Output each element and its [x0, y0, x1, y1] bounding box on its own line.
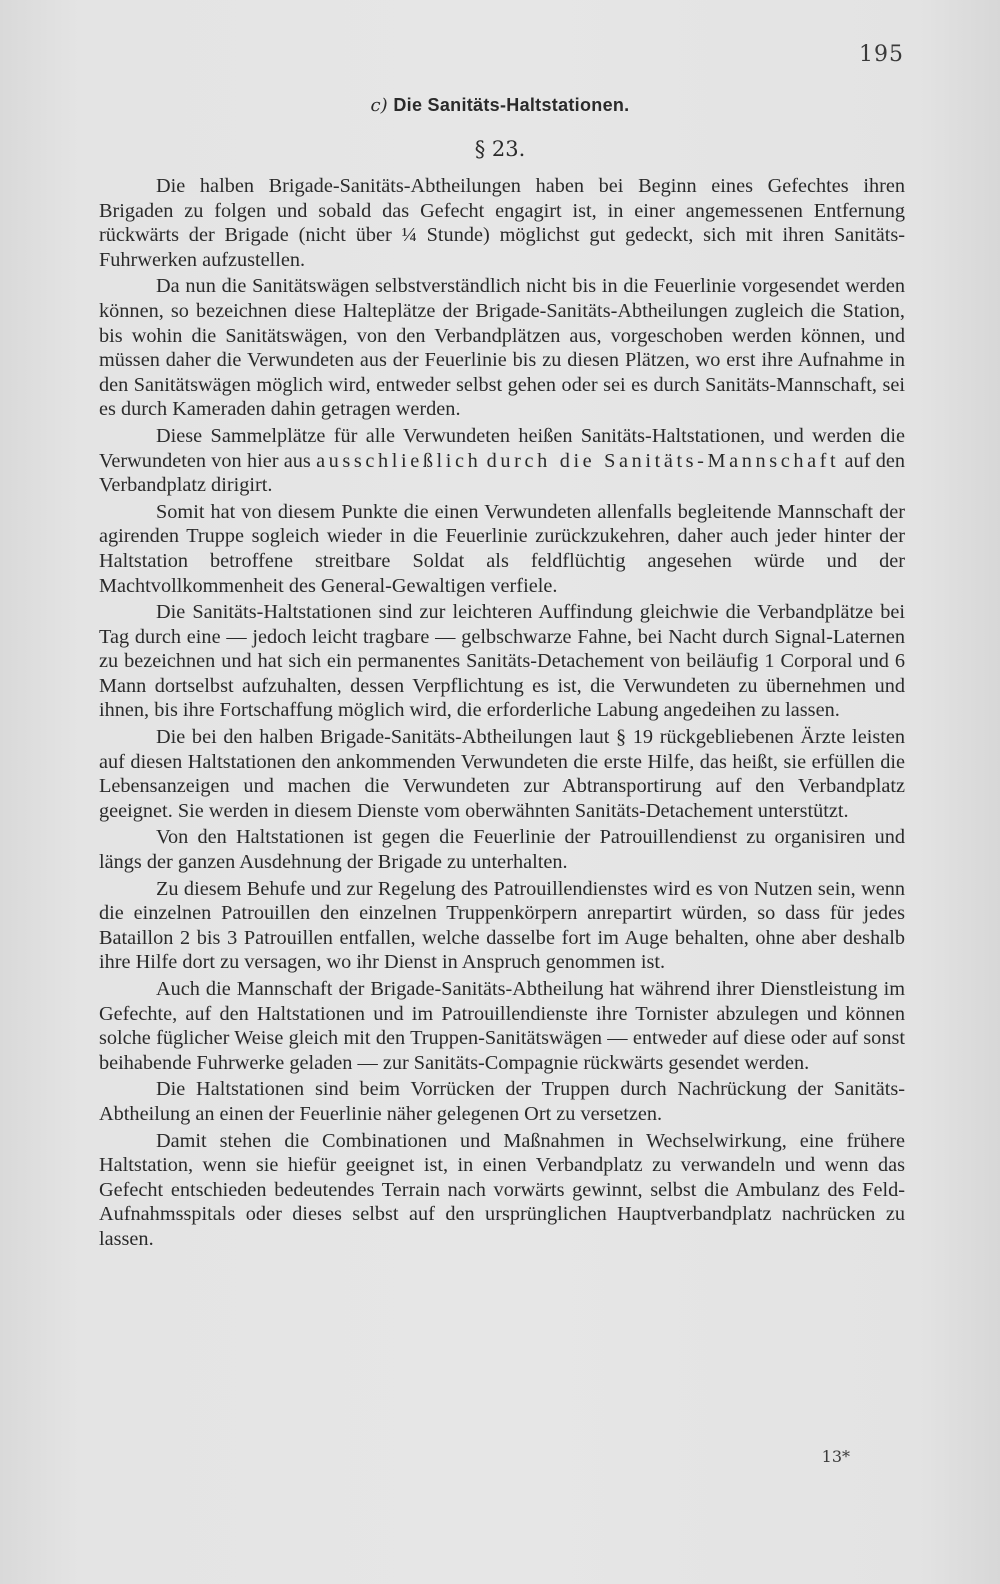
section-letter: c) [370, 95, 388, 116]
emphasized-text: ausschließlich [316, 449, 482, 472]
paragraph: Damit stehen die Combinationen und Maßnahmen in Wechselwirkung, eine frühere Haltstation, wenn sie hiefür geeignet ist, in einen Verbandplatz zu verwandeln und wenn das Gefecht entschieden bedeutendes Terrain nach vorwärts gewinnt, selbst die Ambulanz des Feld-Aufnahmsspitals oder dieses selbst auf den ursprünglichen Hauptverbandplatz nachrücken zu lassen. [99, 1129, 905, 1250]
paragraph-text: auf den Verbandplatz dirigirt. [99, 449, 906, 497]
paragraph: Zu diesem Behufe und zur Regelung des Patrouillendienstes wird es von Nutzen sein, wenn die einzelnen Patrouillen den einzelnen Truppenkörpern anrepartirt würden, so dass für jedes Bataillon 2 bis 3 Patrouillen entfallen, welche dasselbe fort im Auge behalten, ohne aber deshalb ihre Hilfe dort zu versagen, wo ihr Dienst in Anspruch genommen ist. [99, 877, 905, 974]
paragraph: Die bei den halben Brigade-Sanitäts-Abtheilungen laut § 19 rückgebliebenen Ärzte leisten auf diesen Haltstationen den ankommenden Verwundeten die erste Hilfe, das heißt, sie erfüllen die Lebensanzeigen und machen die Verwundeten zur Abtransportirung auf den Verbandplatz geeignet. Sie werden in diesem Dienste vom oberwähnten Sanitäts-Detachement unterstützt. [99, 726, 905, 822]
section-title: Die Sanitäts-Haltstationen. [393, 95, 630, 115]
paragraph: Da nun die Sanitätswägen selbstverständlich nicht bis in die Feuerlinie vorgesendet werden können, so bezeichnen diese Halteplätze der Brigade-Sanitäts-Abtheilungen zugleich die Station, bis wohin die Sanitätswägen, von den Verbandplätzen aus, vorgeschoben werden können, und müssen daher die Verwundeten aus der Feuerlinie bis zu diesen Plätzen, wo erst ihre Aufnahme in den Sanitätswägen möglich wird, entweder selbst gehen oder sei es durch Sanitäts-Mannschaft, sei es durch Kameraden dahin getragen werden. [99, 275, 905, 421]
paragraph: Die Haltstationen sind beim Vorrücken der Truppen durch Nachrückung der Sanitäts-Abtheilung an einen der Feuerlinie näher gelegenen Ort zu versetzen. [99, 1078, 905, 1125]
paragraph: Von den Haltstationen ist gegen die Feuerlinie der Patrouillendienst zu organisiren und längs der ganzen Ausdehnung der Brigade zu unterhalten. [99, 826, 905, 874]
body-text [99, 174, 905, 1254]
page-number: 195 [859, 42, 904, 67]
paragraph: Auch die Mannschaft der Brigade-Sanitäts-Abtheilung hat während ihrer Dienstleistung im Gefechte, auf den Haltstationen und im Patrouillendienste ihre Tornister abzulegen und können solche füglicher Weise gleich mit den Truppen-Sanitätswägen — entweder auf diese oder auf sonst beihabende Fuhrwerke geladen — zur Sanitäts-Compagnie rückwärts gesendet werden. [99, 978, 905, 1074]
paragraph: Die Sanitäts-Haltstationen sind zur leichteren Auffindung gleichwie die Verbandplätze bei Tag durch eine — jedoch leicht tragbare — gelbschwarze Fahne, bei Nacht durch Signal-Laternen zu bezeichnen und hat sich ein permanentes Sanitäts-Detachement von beiläufig 1 Corporal und 6 Mann dortselbst aufzuhalten, dessen Verpflichtung es ist, die Verwundeten zu übernehmen und ihnen, bis ihre Fortschaffung möglich wird, die erforderliche Labung angedeihen zu lassen. [99, 601, 905, 722]
paragraph-text: Diese Sammelplätze für alle Verwundeten heißen Sanitäts-Haltstationen, und werden die Verwundeten von hier aus [99, 424, 905, 472]
paragraph: Die halben Brigade-Sanitäts-Abtheilungen haben bei Beginn eines Gefechtes ihren Brigaden zu folgen und sobald das Gefecht engagirt ist, in einer angemessenen Entfernung rückwärts der Brigade (nicht über ¼ Stunde) möglichst gut gedeckt, sich mit ihren Sanitäts-Fuhrwerken aufzustellen. [99, 175, 905, 271]
signature-mark: 13* [821, 1447, 850, 1466]
emphasized-text: durch die Sanitäts-Mannschaft [486, 449, 840, 472]
section-heading [0, 95, 1000, 116]
paragraph-number: § 23. [474, 137, 526, 161]
paragraph [99, 424, 905, 498]
paragraph: Somit hat von diesem Punkte die einen Verwundeten allenfalls begleitende Mannschaft der agirenden Truppe sogleich wieder in die Feuerlinie zurückzukehren, daher auch jeder hinter der Haltstation betroffene streitbare Soldat als feldflüchtig angesehen würde und der Machtvollkommenheit des General-Gewaltigen verfiele. [99, 500, 905, 597]
